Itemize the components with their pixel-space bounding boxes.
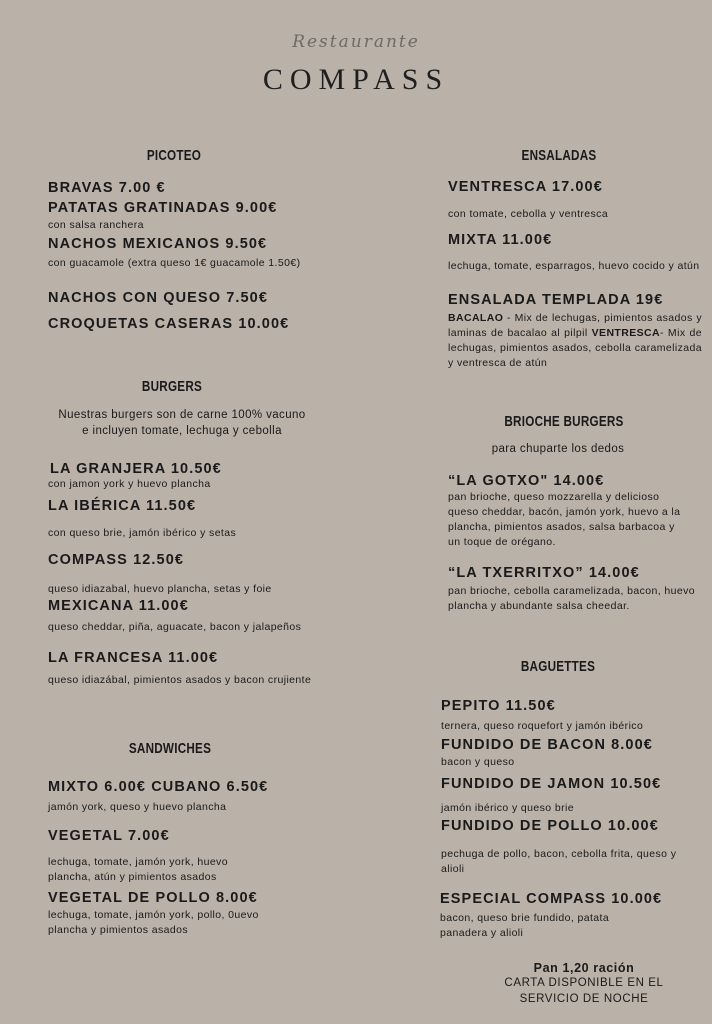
desc-mixto: jamón york, queso y huevo plancha: [48, 801, 227, 813]
desc-fundido-de-jamon: jamón ibérico y queso brie: [441, 802, 574, 814]
item-la-francesa: LA FRANCESA 11.00€: [48, 650, 219, 666]
item-fundido-de-jamon: FUNDIDO DE JAMON 10.50€: [441, 776, 662, 792]
section-title-brioche-burgers: BRIOCHE BURGERS: [504, 413, 624, 430]
section-title-ensaladas: ENSALADAS: [521, 147, 597, 164]
desc-fundido-de-bacon: bacon y queso: [441, 756, 515, 768]
desc-la-granjera: con jamon york y huevo plancha: [48, 478, 211, 490]
item-ensalada-templada: ENSALADA TEMPLADA 19€: [448, 292, 664, 308]
desc-ventresca: con tomate, cebolla y ventresca: [448, 208, 609, 220]
desc-la-txerritxo: pan brioche, cebolla caramelizada, bacon, huevo plancha y abundante salsa cheedar.: [448, 585, 696, 612]
brioche-intro: para chuparte los dedos: [491, 443, 625, 455]
item-pepito: PEPITO 11.50€: [441, 698, 556, 714]
templada-bacalao-desc: - Mix de lechugas, pimientos asados y laminas de bacalao al pilpil: [448, 312, 702, 339]
item-mixto-cubano: MIXTO 6.00€ CUBANO 6.50€: [48, 779, 269, 795]
desc-compass-burger: queso idiazabal, huevo plancha, setas y foie: [48, 583, 272, 595]
desc-la-iberica: con queso brie, jamón ibérico y setas: [48, 527, 237, 539]
item-patatas-gratinadas: PATATAS GRATINADAS 9.00€: [48, 200, 278, 216]
desc-vegetal-de-pollo: lechuga, tomate, jamón york, pollo, 0uevo plancha y pimientos asados: [48, 909, 259, 936]
item-la-txerritxo: “LA TXERRITXO” 14.00€: [448, 565, 640, 581]
item-vegetal: VEGETAL 7.00€: [48, 828, 170, 844]
carta-disponible-line1: CARTA DISPONIBLE EN EL: [504, 977, 664, 989]
item-mixta: MIXTA 11.00€: [448, 232, 553, 248]
item-compass-burger: COMPASS 12.50€: [48, 552, 185, 568]
desc-fundido-de-pollo: pechuga de pollo, bacon, cebolla frita, queso y alioli: [441, 848, 677, 875]
item-vegetal-de-pollo: VEGETAL DE POLLO 8.00€: [48, 890, 258, 906]
desc-nachos-mexicanos: con guacamole (extra queso 1€ guacamole 1.50€): [48, 257, 301, 269]
section-title-baguettes: BAGUETTES: [520, 658, 596, 675]
desc-mexicana: queso cheddar, piña, aguacate, bacon y jalapeños: [48, 621, 302, 633]
desc-especial-compass: bacon, queso brie fundido, patata panadera y alioli: [440, 912, 610, 939]
item-especial-compass: ESPECIAL COMPASS 10.00€: [440, 891, 663, 907]
item-ventresca: VENTRESCA 17.00€: [448, 179, 603, 195]
burgers-intro: Nuestras burgers son de carne 100% vacuno e incluyen tomate, lechuga y cebolla: [58, 409, 306, 437]
item-nachos-con-queso: NACHOS CON QUESO 7.50€: [48, 290, 268, 306]
desc-patatas-gratinadas: con salsa ranchera: [48, 219, 144, 231]
desc-mixta: lechuga, tomate, esparragos, huevo cocido y atún: [448, 260, 700, 272]
carta-disponible-line2: SERVICIO DE NOCHE: [519, 993, 649, 1005]
desc-vegetal: lechuga, tomate, jamón york, huevo plancha, atún y pimientos asados: [48, 856, 228, 883]
item-mexicana: MEXICANA 11.00€: [48, 598, 189, 614]
item-la-gotxo: “LA GOTXO" 14.00€: [448, 473, 605, 489]
templada-ventresca-label: VENTRESCA: [591, 327, 660, 339]
item-fundido-de-pollo: FUNDIDO DE POLLO 10.00€: [441, 818, 659, 834]
item-nachos-mexicanos: NACHOS MEXICANOS 9.50€: [48, 236, 268, 252]
section-title-burgers: BURGERS: [141, 378, 203, 395]
restaurante-script-title: Restaurante: [292, 32, 420, 52]
section-title-picoteo: PICOTEO: [146, 147, 202, 164]
pan-price: Pan 1,20 ración: [533, 961, 635, 975]
item-la-granjera: LA GRANJERA 10.50€: [50, 461, 222, 477]
desc-ensalada-templada: [448, 311, 702, 371]
item-fundido-de-bacon: FUNDIDO DE BACON 8.00€: [441, 737, 653, 753]
desc-pepito: ternera, queso roquefort y jamón ibérico: [441, 720, 644, 732]
restaurant-name: COMPASS: [262, 63, 450, 96]
section-title-sandwiches: SANDWICHES: [128, 740, 212, 757]
item-croquetas-caseras: CROQUETAS CASERAS 10.00€: [48, 316, 290, 332]
templada-ventresca-desc: - Mix de lechugas, pimientos asados, cebolla caramelizada y ventresca de atún: [448, 327, 702, 369]
item-bravas: BRAVAS 7.00 €: [48, 180, 166, 196]
desc-la-gotxo: pan brioche, queso mozzarella y delicioso queso cheddar, bacón, jamón york, huevo a la plancha, pimientos asados, salsa barbacoa y un toque de orégano.: [448, 491, 681, 548]
templada-bacalao-label: BACALAO: [448, 312, 504, 324]
item-la-iberica: LA IBÉRICA 11.50€: [48, 498, 197, 514]
desc-la-francesa: queso idiazábal, pimientos asados y bacon crujiente: [48, 674, 312, 686]
